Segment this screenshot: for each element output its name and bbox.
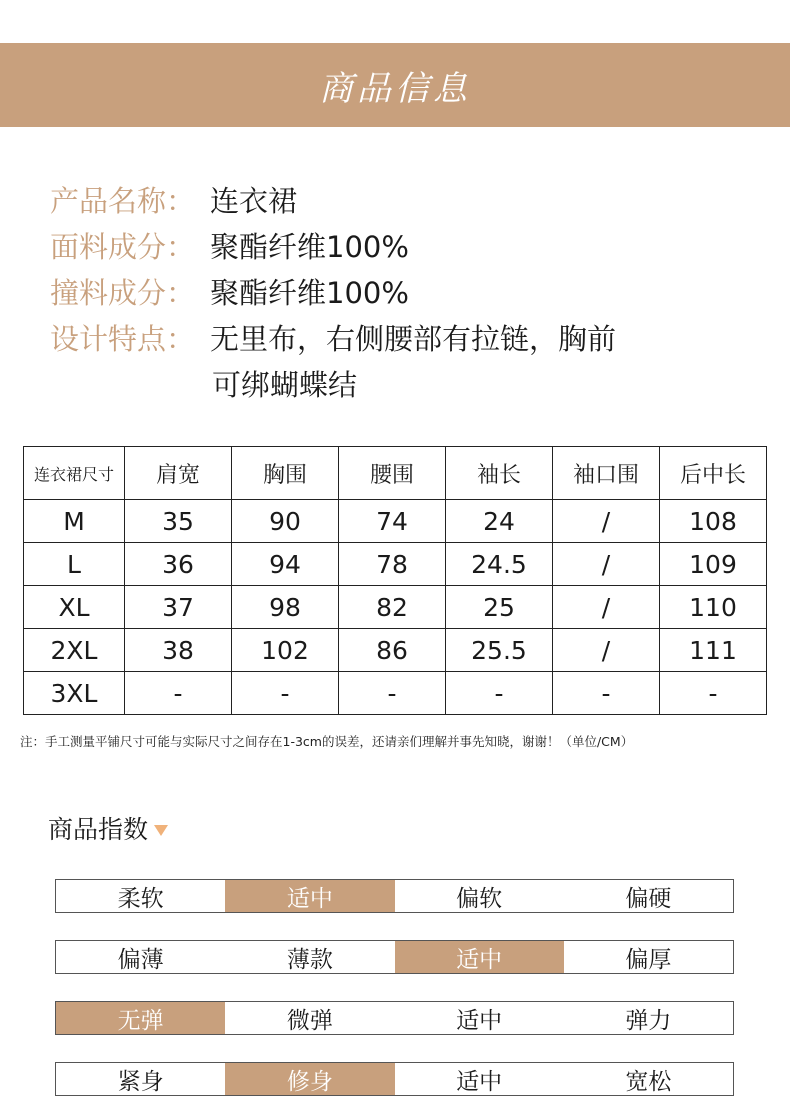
info-label: 撞料成分：	[50, 276, 196, 310]
table-cell: 24.5	[446, 543, 553, 586]
page-title: 商品信息	[319, 68, 471, 109]
info-label: 设计特点：	[50, 322, 196, 356]
table-cell: M	[24, 500, 125, 543]
index-option: 偏厚	[625, 946, 672, 973]
table-cell: 36	[125, 543, 232, 586]
column-header: 袖口围	[553, 447, 660, 500]
table-cell: -	[232, 672, 339, 715]
table-cell: 78	[339, 543, 446, 586]
table-cell: -	[339, 672, 446, 715]
table-cell: 90	[232, 500, 339, 543]
table-cell: 102	[232, 629, 339, 672]
table-row	[24, 586, 767, 629]
size-table	[23, 446, 767, 715]
table-cell: 25	[446, 586, 553, 629]
table-cell: 86	[339, 629, 446, 672]
index-option: 偏硬	[625, 885, 672, 912]
table-cell: 98	[232, 586, 339, 629]
table-row	[24, 500, 767, 543]
table-cell: 82	[339, 586, 446, 629]
table-cell: 74	[339, 500, 446, 543]
index-option: 弹力	[625, 1007, 672, 1034]
table-cell: 35	[125, 500, 232, 543]
table-cell: /	[553, 500, 660, 543]
index-option: 紧身	[117, 1068, 164, 1095]
table-cell: 109	[660, 543, 767, 586]
index-bar-fit	[55, 1062, 734, 1096]
index-option-selected: 无弹	[56, 1002, 225, 1034]
index-option: 柔软	[117, 885, 164, 912]
index-bar-thickness	[55, 940, 734, 974]
table-cell: -	[660, 672, 767, 715]
info-row-contrast-fabric	[50, 270, 770, 316]
index-option: 适中	[456, 1007, 503, 1034]
size-table-header	[24, 447, 767, 500]
table-cell: 37	[125, 586, 232, 629]
table-cell: -	[553, 672, 660, 715]
table-cell: 38	[125, 629, 232, 672]
measurement-note: 注：手工测量平铺尺寸可能与实际尺寸之间存在1-3cm的误差，还请亲们理解并事先知晓，谢谢！（单位/CM）	[20, 734, 634, 749]
column-header: 连衣裙尺寸	[24, 447, 125, 500]
index-option: 微弹	[286, 1007, 333, 1034]
info-label: 面料成分：	[50, 230, 196, 264]
info-value: 聚酯纤维100%	[210, 230, 409, 264]
column-header: 胸围	[232, 447, 339, 500]
triangle-down-icon	[154, 825, 168, 836]
table-cell: 2XL	[24, 629, 125, 672]
info-row-fabric	[50, 224, 770, 270]
info-label: 产品名称：	[50, 184, 196, 218]
info-value-continuation: 可绑蝴蝶结	[212, 368, 358, 402]
index-option: 偏薄	[117, 946, 164, 973]
index-bar-softness	[55, 879, 734, 913]
info-row-name	[50, 178, 770, 224]
column-header: 腰围	[339, 447, 446, 500]
index-option: 薄款	[286, 946, 333, 973]
table-cell: /	[553, 543, 660, 586]
column-header: 后中长	[660, 447, 767, 500]
table-cell: /	[553, 586, 660, 629]
info-value: 无里布，右侧腰部有拉链，胸前	[210, 322, 617, 356]
index-option: 偏软	[456, 885, 503, 912]
column-header: 袖长	[446, 447, 553, 500]
index-option-selected: 修身	[225, 1063, 394, 1095]
table-cell: 108	[660, 500, 767, 543]
column-header: 肩宽	[125, 447, 232, 500]
index-title-text: 商品指数	[48, 815, 149, 844]
table-cell: -	[446, 672, 553, 715]
table-cell: XL	[24, 586, 125, 629]
table-row	[24, 629, 767, 672]
table-cell: 94	[232, 543, 339, 586]
table-cell: 111	[660, 629, 767, 672]
info-value: 聚酯纤维100%	[210, 276, 409, 310]
table-cell: 25.5	[446, 629, 553, 672]
table-row	[24, 672, 767, 715]
table-cell: 110	[660, 586, 767, 629]
table-row	[24, 543, 767, 586]
table-cell: 3XL	[24, 672, 125, 715]
product-info	[50, 178, 770, 408]
info-value: 连衣裙	[210, 184, 298, 218]
header-banner	[0, 43, 790, 127]
table-cell: 24	[446, 500, 553, 543]
table-cell: L	[24, 543, 125, 586]
index-option-selected: 适中	[225, 880, 394, 912]
index-option: 宽松	[625, 1068, 672, 1095]
info-row-design	[50, 316, 770, 362]
table-cell: /	[553, 629, 660, 672]
index-option: 适中	[456, 1068, 503, 1095]
table-cell: -	[125, 672, 232, 715]
index-bar-elasticity	[55, 1001, 734, 1035]
index-option-selected: 适中	[395, 941, 564, 973]
section-title	[48, 810, 168, 846]
